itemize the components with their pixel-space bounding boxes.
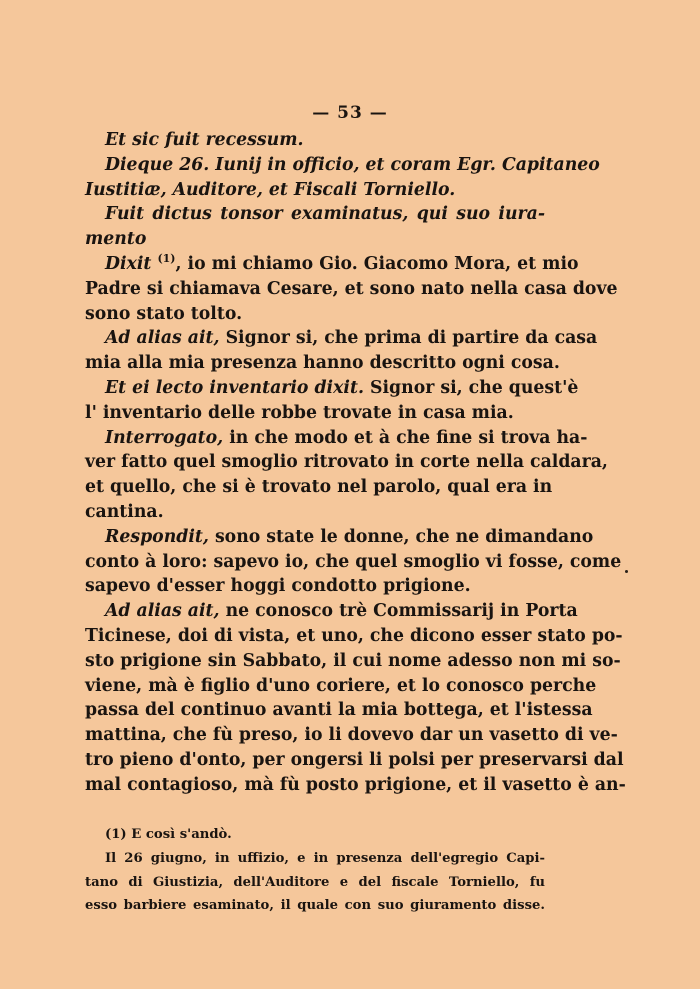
text-line: ver fatto quel smoglio ritrovato in corte nella caldara,	[85, 452, 608, 473]
text-line: Et sic fuit recessum.	[105, 130, 304, 150]
text-line: tro pieno d'onto, per ongersi li polsi per preservarsi dal	[85, 749, 624, 770]
text-line: viene, mà è figlio d'uno coriere, et lo conosco perche	[85, 675, 597, 696]
footnote-line: tano di Giustizia, dell'Auditore e del fiscale Torniello, fu	[85, 874, 545, 890]
page-number: — 53 —	[312, 103, 388, 123]
text-line: cantina.	[85, 501, 164, 522]
text-line: Dixit $^{(1)}$, io mi chiamo Gio. Giacomo Mora, et mio	[105, 252, 579, 274]
text-line: Dieque 26. Iunij in officio, et coram Egr. Capitaneo	[105, 154, 600, 175]
text-line: mento	[85, 229, 147, 250]
main-text	[85, 128, 626, 798]
text-line: Respondit, sono state le donne, che ne dimandano	[105, 526, 594, 547]
text-line: Ticinese, doi di vista, et uno, che dicono esser stato po-	[85, 625, 623, 646]
text-line: l' inventario delle robbe trovate in casa mia.	[85, 402, 514, 423]
footnote	[85, 823, 545, 918]
text-line: sapevo d'esser hoggi condotto prigione.	[85, 576, 471, 597]
text-line: Padre si chiamava Cesare, et sono nato nella casa dove	[85, 278, 618, 299]
text-line: mia alla mia presenza hanno descritto ogni cosa.	[85, 353, 560, 374]
text-line: mal contagioso, mà fù posto prigione, et il vasetto è an-	[85, 774, 626, 795]
footnote-line: Il 26 giugno, in uffizio, e in presenza dell'egregio Capi-	[105, 850, 545, 866]
text-line: Ad alias ait, Signor si, che prima di partire da casa	[105, 328, 598, 349]
text-line: passa del continuo avanti la mia bottega, et l'istessa	[85, 700, 593, 721]
text-line: Et ei lecto inventario dixit. Signor si, che quest'è	[105, 377, 579, 398]
text-line: Interrogato, in che modo et à che fine si trova ha-	[105, 427, 588, 448]
text-line: sono stato tolto.	[85, 303, 243, 324]
text-line: et quello, che si è trovato nel parolo, qual era in	[85, 477, 553, 498]
text-line: Ad alias ait, ne conosco trè Commissarij in Porta	[105, 601, 578, 622]
text-line: Fuit dictus tonsor examinatus, qui suo iura-	[105, 204, 545, 225]
text-line: mattina, che fù preso, io li dovevo dar un vasetto di ve-	[85, 725, 618, 746]
text-line: conto à loro: sapevo io, che quel smoglio vi fosse, come	[85, 551, 622, 572]
footnote-line: (1) E così s'andò.	[105, 827, 232, 842]
text-line: Iustitiæ, Auditore, et Fiscali Torniello.	[85, 179, 456, 200]
ink-speck	[625, 570, 628, 573]
text-line: sto prigione sin Sabbato, il cui nome adesso non mi so-	[85, 650, 621, 671]
footnote-line: esso barbiere esaminato, il quale con suo giuramento disse.	[85, 898, 545, 914]
